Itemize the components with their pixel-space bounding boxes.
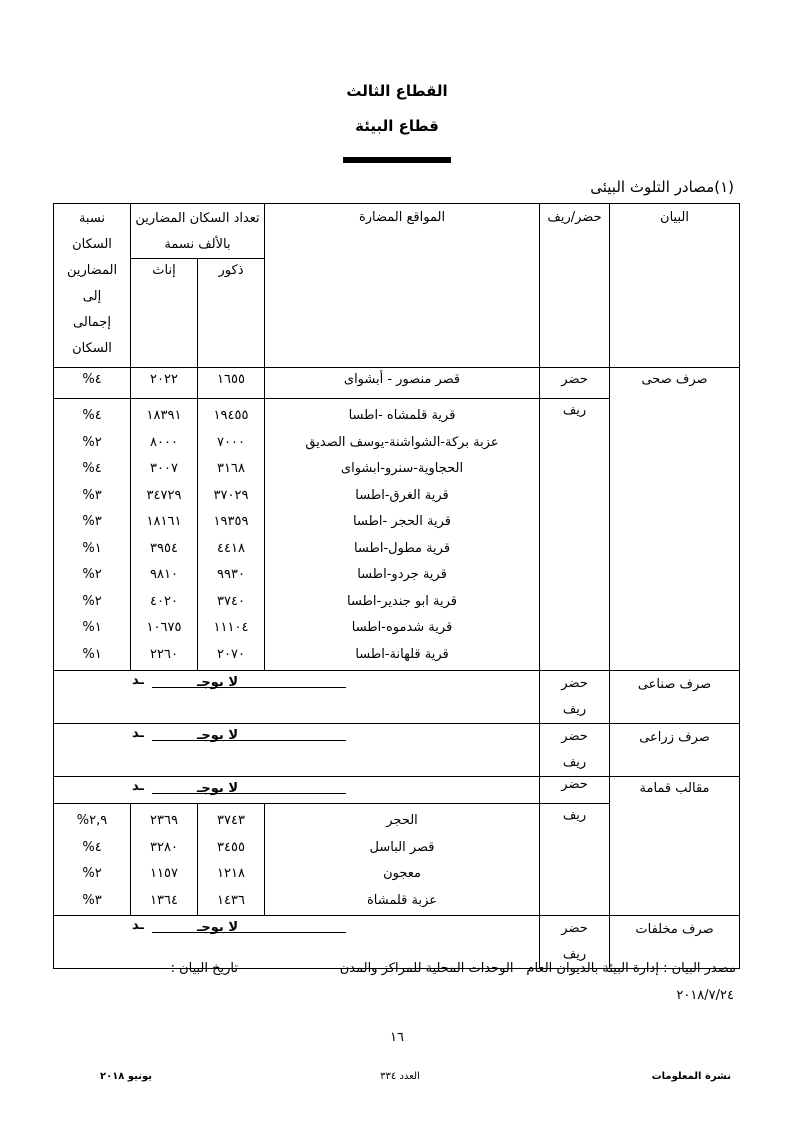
table-row bbox=[54, 671, 740, 724]
sites-column bbox=[265, 804, 540, 916]
footer-issue: العدد ٣٣٤ bbox=[380, 1071, 420, 1082]
group-name: صرف صحى bbox=[610, 368, 740, 671]
urban-label: حضر bbox=[561, 729, 588, 744]
ratio-cell: ٤% bbox=[54, 368, 131, 399]
ratio-item: ١% bbox=[82, 540, 102, 556]
header-ratio-line: نسبة bbox=[78, 211, 106, 226]
section-title: (١)مصادر التلوث البيئى bbox=[590, 178, 734, 196]
header-ratio-line: إجمالى bbox=[73, 315, 111, 330]
chapter-subtitle: قطاع البيئة bbox=[355, 117, 439, 135]
males-item: ٧٠٠٠ bbox=[217, 434, 245, 450]
females-item: ٩٨١٠ bbox=[150, 567, 178, 582]
females-column bbox=[131, 399, 198, 671]
header-ratio-line: السكان bbox=[72, 237, 112, 252]
site-item: الحجاوية-سنرو-ابشواى bbox=[340, 461, 464, 476]
ratio-item: ٤% bbox=[82, 461, 102, 476]
ratio-item: ٢% bbox=[82, 593, 102, 609]
females-item: ١١٥٧ bbox=[150, 866, 178, 881]
ratio-item: ٣% bbox=[82, 514, 102, 529]
header-females: إناث bbox=[131, 259, 198, 368]
no-data-line bbox=[152, 687, 346, 688]
no-data-tail: ـد bbox=[132, 918, 144, 933]
site-cell: قصر منصور - أبشواى bbox=[265, 368, 540, 399]
pollution-sources-table bbox=[53, 203, 740, 969]
group-name: صرف زراعى bbox=[610, 724, 740, 777]
ratio-item: ١% bbox=[82, 620, 102, 635]
ratio-item: ٤% bbox=[82, 408, 102, 423]
group-name: صرف صناعى bbox=[610, 671, 740, 724]
ratio-column bbox=[54, 804, 131, 916]
no-data-text: لا يوجـ bbox=[196, 675, 239, 690]
table-header-row bbox=[54, 204, 740, 259]
females-item: ٢٣٦٩ bbox=[150, 813, 178, 828]
site-item: عزبة قلمشاة bbox=[366, 892, 438, 908]
no-data-line bbox=[152, 740, 346, 741]
ratio-item: ٢% bbox=[82, 567, 102, 582]
header-ratio-line: إلى bbox=[82, 289, 102, 304]
males-item: ١٩٤٥٥ bbox=[213, 408, 249, 423]
chapter-title: القطاع الثالث bbox=[346, 82, 448, 100]
sites-column bbox=[265, 399, 540, 671]
urban-label: حضر bbox=[540, 777, 610, 804]
urban-label: حضر bbox=[540, 368, 610, 399]
males-cell: ١٦٥٥ bbox=[198, 368, 265, 399]
females-column bbox=[131, 804, 198, 916]
date-label: تاريخ البيان : bbox=[170, 961, 238, 976]
no-data-line bbox=[152, 932, 346, 933]
females-item: ٣٤٧٢٩ bbox=[146, 487, 182, 503]
females-item: ٣٠٠٧ bbox=[150, 461, 178, 476]
males-item: ٩٩٣٠ bbox=[217, 567, 245, 582]
no-data-cell bbox=[54, 724, 540, 777]
females-cell: ٢٠٢٢ bbox=[131, 368, 198, 399]
no-data-tail: ـد bbox=[132, 779, 144, 794]
header-males: ذكور bbox=[198, 259, 265, 368]
urban-rural-labels bbox=[540, 724, 610, 777]
females-item: ١٠٦٧٥ bbox=[146, 620, 182, 635]
no-data bbox=[57, 724, 536, 750]
title-underline-bar bbox=[343, 157, 451, 163]
no-data-text: لا يوجـ bbox=[196, 728, 239, 743]
rural-label: ريف bbox=[540, 804, 610, 916]
site-item: معجون bbox=[383, 866, 421, 881]
males-item: ١٩٣٥٩ bbox=[213, 514, 249, 529]
ratio-item: ٢% bbox=[82, 434, 102, 450]
males-item: ٤٤١٨ bbox=[217, 540, 245, 556]
males-item: ٣٧٤٠ bbox=[217, 593, 245, 609]
header-population-line2: بالألف نسمة bbox=[164, 237, 231, 252]
table-row bbox=[54, 368, 740, 399]
no-data bbox=[57, 671, 536, 697]
site-item: قرية قلمشاه -اطسا bbox=[348, 408, 456, 423]
no-data-cell bbox=[54, 671, 540, 724]
urban-rural-labels bbox=[540, 671, 610, 724]
site-item: قصر الباسل bbox=[369, 839, 435, 855]
header-ratio bbox=[54, 204, 131, 368]
females-item: ١٨٣٩١ bbox=[146, 408, 182, 423]
source-note: مصدر البيان : إدارة البيئة بالديوان العام - الوحدات المحلية للمراكز والمدن bbox=[339, 961, 736, 976]
site-item: قرية جردو-اطسا bbox=[357, 567, 447, 582]
footer-month: يونيو ٢٠١٨ bbox=[100, 1071, 153, 1082]
males-item: ٢٠٧٠ bbox=[217, 646, 245, 662]
ratio-item: ٤% bbox=[82, 839, 102, 855]
females-item: ٢٢٦٠ bbox=[150, 646, 178, 662]
table-row bbox=[54, 777, 740, 804]
males-item: ٣٧٤٣ bbox=[217, 813, 245, 828]
males-item: ١٤٣٦ bbox=[217, 892, 245, 908]
females-item: ١٨١٦١ bbox=[146, 514, 182, 529]
table-row bbox=[54, 724, 740, 777]
site-item: قرية الحجر -اطسا bbox=[353, 514, 451, 529]
ratio-item: ٣% bbox=[82, 487, 102, 503]
footer-publication: نشرة المعلومات bbox=[651, 1071, 731, 1082]
ratio-item: ١% bbox=[82, 646, 102, 662]
males-item: ١١١٠٤ bbox=[213, 620, 249, 635]
rural-label: ريف bbox=[562, 755, 587, 770]
page-number: ١٦ bbox=[390, 1030, 404, 1045]
rural-label: ريف bbox=[540, 399, 610, 671]
no-data-cell bbox=[54, 777, 540, 804]
rural-label: ريف bbox=[562, 702, 587, 717]
males-item: ٣١٦٨ bbox=[217, 461, 245, 476]
header-item: البيان bbox=[610, 204, 740, 368]
ratio-item: ٢% bbox=[82, 866, 102, 881]
no-data-line bbox=[152, 793, 346, 794]
header-urban-rural: حضر/ريف bbox=[540, 204, 610, 368]
group-name: مقالب قمامة bbox=[610, 777, 740, 916]
no-data-tail: ـد bbox=[132, 673, 144, 688]
no-data-tail: ـد bbox=[132, 726, 144, 741]
females-item: ١٣٦٤ bbox=[150, 892, 178, 908]
site-item: عزبة بركة-الشواشنة-يوسف الصديق bbox=[305, 434, 499, 450]
females-item: ٨٠٠٠ bbox=[150, 434, 178, 450]
males-item: ٣٧٠٢٩ bbox=[213, 487, 249, 503]
header-population-line1: تعداد السكان المضارين bbox=[135, 211, 260, 226]
site-item: قرية ابو جندير-اطسا bbox=[347, 593, 457, 609]
males-column bbox=[198, 399, 265, 671]
header-ratio-line: السكان bbox=[72, 341, 112, 356]
site-item: قرية شدموه-اطسا bbox=[351, 620, 453, 635]
males-item: ١٢١٨ bbox=[217, 866, 245, 881]
females-item: ٣٩٥٤ bbox=[150, 540, 178, 556]
ratio-column bbox=[54, 399, 131, 671]
no-data bbox=[57, 777, 536, 803]
header-sites: المواقع المضارة bbox=[265, 204, 540, 368]
males-column bbox=[198, 804, 265, 916]
header-population bbox=[131, 204, 265, 259]
group-name: صرف مخلفات bbox=[610, 916, 740, 969]
rural-label: ريف bbox=[562, 947, 587, 962]
ratio-item: ٣% bbox=[82, 892, 102, 908]
site-item: قرية الغرق-اطسا bbox=[355, 487, 449, 503]
ratio-item: ٢,٩% bbox=[76, 813, 108, 828]
no-data-text: لا يوجـ bbox=[196, 920, 239, 935]
date-value: ٢٠١٨/٧/٢٤ bbox=[676, 988, 734, 1003]
site-item: قرية مطول-اطسا bbox=[353, 540, 451, 556]
no-data bbox=[57, 916, 536, 942]
no-data-text: لا يوجـ bbox=[196, 781, 239, 796]
header-ratio-line: المضارين bbox=[66, 263, 118, 278]
females-item: ٣٢٨٠ bbox=[150, 839, 178, 855]
site-item: الحجر bbox=[386, 813, 418, 828]
site-item: قرية قلهانة-اطسا bbox=[355, 646, 449, 662]
males-item: ٣٤٥٥ bbox=[217, 839, 245, 855]
urban-label: حضر bbox=[561, 921, 588, 936]
urban-label: حضر bbox=[561, 676, 588, 691]
females-item: ٤٠٢٠ bbox=[150, 593, 178, 609]
